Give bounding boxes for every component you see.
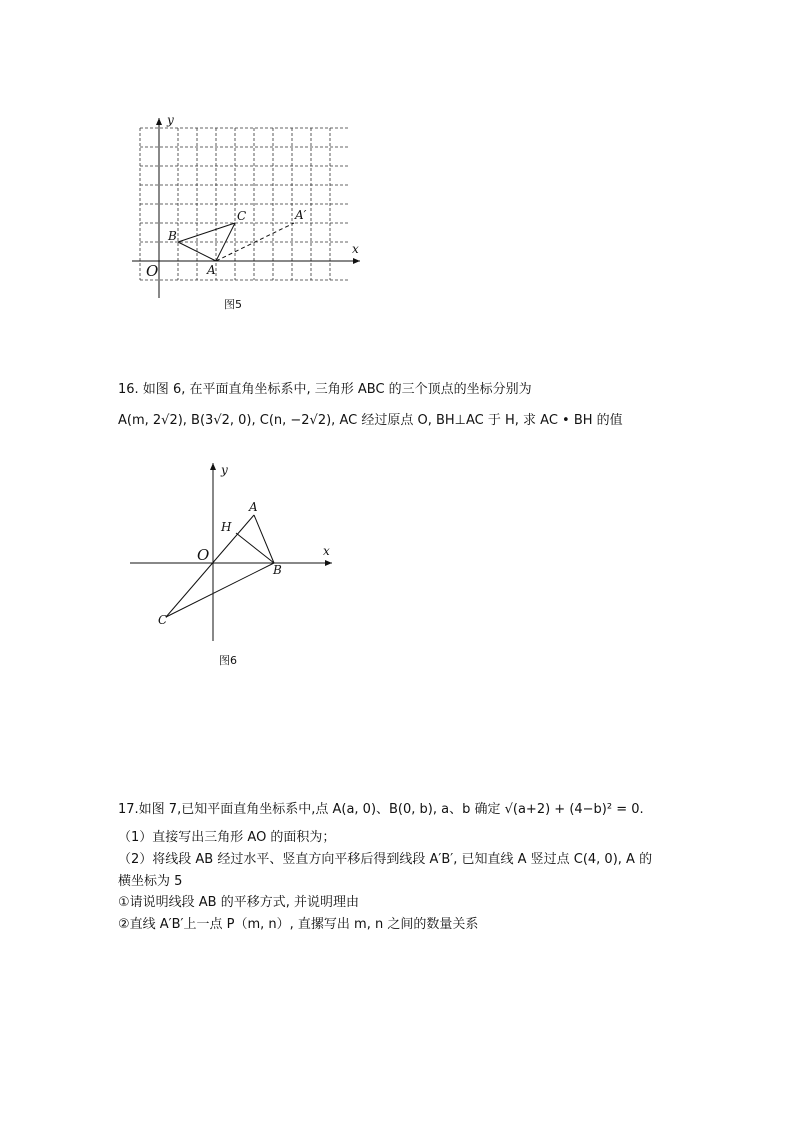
- figure-5-origin-label: O: [146, 262, 159, 280]
- figure-6-side-ca: [166, 515, 254, 617]
- figure-6-label-c: C: [158, 613, 168, 627]
- question-17-sub-1: ①请说明线段 AB 的平移方式, 并说明理由: [118, 895, 359, 910]
- figure-5: [126, 112, 370, 304]
- figure-6-altitude-bh: [236, 533, 274, 563]
- figure-6: [126, 458, 340, 648]
- figure-6-side-cb: [166, 563, 274, 617]
- figure-5-y-label: y: [167, 113, 174, 127]
- figure-6-side-ab: [254, 515, 274, 563]
- figure-5-grid: [140, 128, 348, 280]
- figure-6-origin-label: O: [197, 546, 210, 564]
- question-17-part-1: （1）直接写出三角形 AO 的面积为；: [118, 830, 336, 845]
- question-17-part-2-line-1: （2）将线段 AB 经过水平、竖直方向平移后得到线段 A′B′, 已知直线 A 竖过点 C(4, 0), A 的: [118, 852, 653, 867]
- question-16-line-2: A(m, 2√2), B(3√2, 0), C(n, −2√2), AC 经过原点 O, BH⊥AC 于 H, 求 AC • BH 的值: [118, 413, 623, 428]
- figure-5-label-a-prime: A′: [295, 208, 307, 222]
- question-17-sub-2: ②直线 A′B′上一点 P（m, n）, 直摞写出 m, n 之间的数量关系: [118, 917, 479, 932]
- question-17-intro: 17.如图 7,已知平面直角坐标系中,点 A(a, 0)、B(0, b), a、b 确定 √(a+2) + (4−b)² = 0.: [118, 802, 644, 817]
- figure-6-label-a: A: [249, 500, 258, 514]
- figure-5-x-label: x: [352, 242, 359, 256]
- figure-5-label-a: A: [207, 263, 216, 277]
- figure-5-label-c: C: [237, 209, 247, 223]
- figure-6-y-label: y: [221, 463, 228, 477]
- figure-6-x-label: x: [323, 544, 330, 558]
- figure-6-label-h: H: [221, 520, 232, 534]
- figure-5-caption: 图5: [224, 298, 242, 311]
- figure-5-label-b: B: [168, 229, 177, 243]
- question-17-part-2-line-2: 横坐标为 5: [118, 874, 183, 889]
- figure-6-caption: 图6: [219, 654, 237, 667]
- figure-6-label-b: B: [273, 563, 282, 577]
- question-16-line-1: 16. 如图 6, 在平面直角坐标系中, 三角形 ABC 的三个顶点的坐标分别为: [118, 382, 532, 397]
